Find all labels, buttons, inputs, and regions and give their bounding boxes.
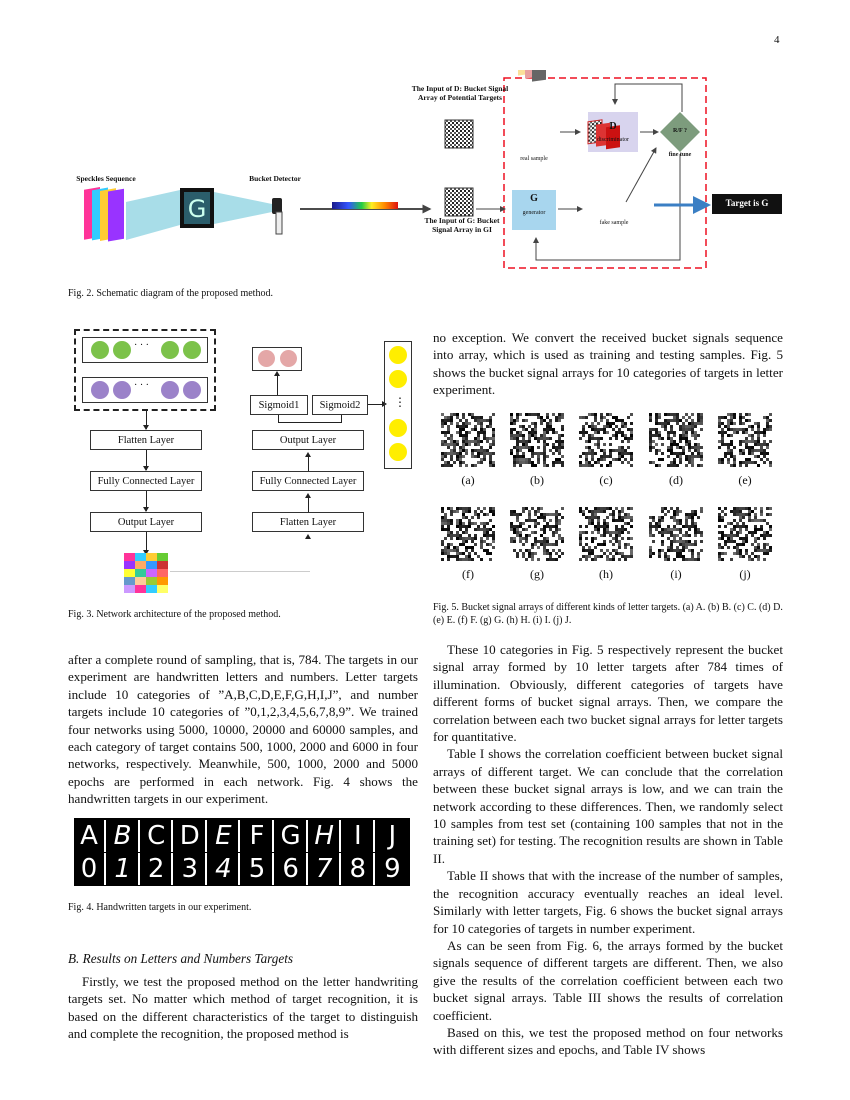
paragraph: no exception. We convert the received bucket signals sequence into array, which is used as training and testing samples. Fig. 5 shows the bucket signal arrays for 10 categories of targets in letter experiment. (433, 330, 783, 398)
fig5-label-d: (d) (669, 473, 683, 487)
bucket-signal-array (441, 507, 495, 561)
purple-dot (183, 381, 201, 399)
fig5-label-h: (h) (599, 567, 613, 581)
handwritten-digit-8: 8 (343, 853, 375, 885)
connector (308, 454, 309, 471)
handwritten-letter-I: I (343, 820, 375, 852)
d-title: D (609, 121, 617, 132)
handwritten-letter-B: B (108, 820, 140, 852)
paragraph: Table II shows that with the increase of the number of samples, the recognition accuracy eventually reaches an ideal level. Similarly with letter targets, Fig. 6 shows the bucket signal arrays for 10 categories of targets in number experiment. (433, 868, 783, 936)
rf-label: R/F ? (673, 128, 687, 134)
g-title: G (530, 193, 538, 204)
pink-dot (258, 350, 275, 367)
right-column-body (433, 641, 783, 1059)
handwritten-digit-4: 4 (208, 853, 240, 885)
green-dot (183, 341, 201, 359)
fig5-caption: Fig. 5. Bucket signal arrays of different kinds of letter targets. (a) A. (b) B. (c) C. (d) D. (e) E. (f) F. (g) G. (h) H. (i) I. (j) J. (433, 602, 783, 626)
handwritten-digit-5: 5 (242, 853, 274, 885)
right-output-layer: Output Layer (252, 430, 364, 450)
real-sample-label: real sample (520, 156, 548, 162)
sigmoid1-box: Sigmoid1 (250, 395, 308, 415)
yellow-dot (389, 443, 407, 461)
object-letter: G (187, 195, 207, 223)
bucket-signal-array (441, 413, 495, 467)
arrow (305, 534, 311, 539)
left-output-layer: Output Layer (90, 512, 202, 532)
fake-sample-label: fake sample (599, 220, 629, 226)
left-flatten-layer: Flatten Layer (90, 430, 202, 450)
fig5-label-j: (j) (739, 567, 751, 581)
fig5-label-b: (b) (530, 473, 544, 487)
purple-dot (113, 381, 131, 399)
speckles-label: Speckles Sequence (76, 174, 136, 183)
purple-dot (91, 381, 109, 399)
handwritten-digit-7: 7 (309, 853, 341, 885)
arrow (274, 371, 280, 376)
right-flatten-layer: Flatten Layer (252, 512, 364, 532)
fig5-label-g: (g) (530, 567, 544, 581)
yellow-dot (389, 346, 407, 364)
sigmoid-join (278, 415, 342, 423)
paragraph: Firstly, we test the proposed method on the letter handwriting targets set. No matter which method of target recognition, it is based on the different characteristics of the target to distinguish and complete the recognition, the proposed method is (68, 974, 418, 1042)
section-heading: B. Results on Letters and Numbers Targets (68, 951, 294, 966)
left-fc-layer: Fully Connected Layer (90, 471, 202, 491)
fine-tune-label: fine tune (668, 152, 692, 158)
bucket-detector-label: Bucket Detector (249, 174, 301, 183)
bucket-signal-array (718, 413, 772, 467)
d-input-label: The Input of D: Bucket Signal Array of Potential Targets (411, 84, 509, 102)
handwritten-letter-C: C (141, 820, 173, 852)
vertical-ellipsis: ⋮ (394, 395, 406, 409)
bucket-signal-array (718, 507, 772, 561)
g-input-label: The Input of G: Bucket Signal Array in GI (424, 216, 500, 234)
fig5-label-e: (e) (738, 473, 752, 487)
green-dot (161, 341, 179, 359)
speckles-stack (84, 187, 124, 242)
paragraph: Based on this, we test the proposed method on four networks with different sizes and epochs, and Table IV shows (433, 1024, 783, 1058)
paragraph: after a complete round of sampling, that is, 784. The targets in our experiment are handwritten letters and numbers. Letter targets include 10 categories of ”A,B,C,D,E,F,G,H,I,J”, and number targets include 10 categories of ”0,1,2,3,4,5,6,7,8,9”. We trained four networks using 5000, 10000, 20000 and 60000 samples, and each category of target contains 500, 1000, 2000 and 6000 in four networks, respectively. Meanwhile, 500, 1000, 2000 and 5000 epochs are performed in each network. Fig. 4 shows the handwritten targets in our experiment. (68, 652, 418, 807)
purple-dot (161, 381, 179, 399)
handwritten-digit-3: 3 (175, 853, 207, 885)
connector (277, 373, 278, 395)
connector (308, 495, 309, 512)
sigmoid2-box: Sigmoid2 (312, 395, 368, 415)
left-column-text (68, 651, 418, 808)
page-number: 4 (774, 34, 780, 46)
handwritten-letter-J: J (388, 821, 397, 851)
right-column-intro (433, 329, 783, 399)
yellow-dot (389, 370, 407, 388)
green-dot (113, 341, 131, 359)
handwritten-letter-D: D (175, 820, 207, 852)
left-column-section (68, 973, 418, 1043)
figure-2 (60, 70, 790, 280)
bucket-signal-array (579, 507, 633, 561)
fig5-label-a: (a) (461, 473, 475, 487)
fig5-label-i: (i) (670, 567, 682, 581)
d-sub: discriminator (597, 137, 629, 143)
fig4-caption: Fig. 4. Handwritten targets in our experiment. (68, 902, 252, 913)
handwritten-digit-9: 9 (384, 854, 401, 884)
fig2-caption: Fig. 2. Schematic diagram of the proposed method. (68, 288, 273, 299)
fig5-label-c: (c) (599, 473, 613, 487)
handwritten-letter-E: E (208, 820, 240, 852)
yellow-dot (389, 419, 407, 437)
paragraph: These 10 categories in Fig. 5 respectively represent the bucket signal array formed by 10 letter targets after 784 times of illumination. Obviously, different categories of targets have different forms of bucket signal arrays. Then, we compare the correlation between each two bucket signal arrays for letter targets for quantitative. (433, 642, 783, 745)
ellipsis: · · · (134, 340, 149, 351)
feedback-line (170, 571, 310, 572)
handwritten-digit-6: 6 (276, 853, 308, 885)
g-sub: generator (522, 210, 546, 216)
handwritten-digit-0: 0 (74, 853, 106, 885)
handwritten-letter-A: A (74, 820, 106, 852)
fig3-caption: Fig. 3. Network architecture of the proposed method. (68, 609, 281, 620)
bucket-signal-array (510, 413, 564, 467)
handwritten-letter-G: G (276, 820, 308, 852)
green-dot (91, 341, 109, 359)
bucket-signal-array (649, 413, 703, 467)
figure-5 (433, 405, 783, 585)
handwritten-digit-1: 1 (108, 853, 140, 885)
target-label: Target is G (725, 198, 769, 208)
figure-3 (60, 325, 425, 600)
fig5-label-f: (f) (462, 567, 474, 581)
bucket-signal-array (649, 507, 703, 561)
ellipsis: · · · (134, 380, 149, 391)
handwritten-digit-2: 2 (141, 853, 173, 885)
color-grid-output (124, 553, 168, 593)
right-fc-layer: Fully Connected Layer (252, 471, 364, 491)
figure-4 (74, 818, 410, 886)
connector (368, 404, 382, 405)
handwritten-letter-H: H (309, 820, 341, 852)
bucket-signal-array (579, 413, 633, 467)
pink-dot (280, 350, 297, 367)
handwritten-letter-F: F (242, 820, 274, 852)
paragraph: Table I shows the correlation coefficient between bucket signal arrays of different target. We can conclude that the correlation between these bucket signal arrays is low, and we can train the network according to these differences. Then, we randomly select 10 samples from test set (containing 100 samples that not in the training set) for testing. The recognition results are shown in Table II. (433, 746, 783, 866)
paragraph: As can be seen from Fig. 6, the arrays formed by the bucket signals sequence of different targets are different. Then, we also give the results of the correlation coefficient between each two bucket signal arrays. Table III shows the results of correlation coefficient. (433, 937, 783, 1023)
fig5-arrays (433, 405, 783, 585)
bucket-signal-array (510, 507, 564, 561)
